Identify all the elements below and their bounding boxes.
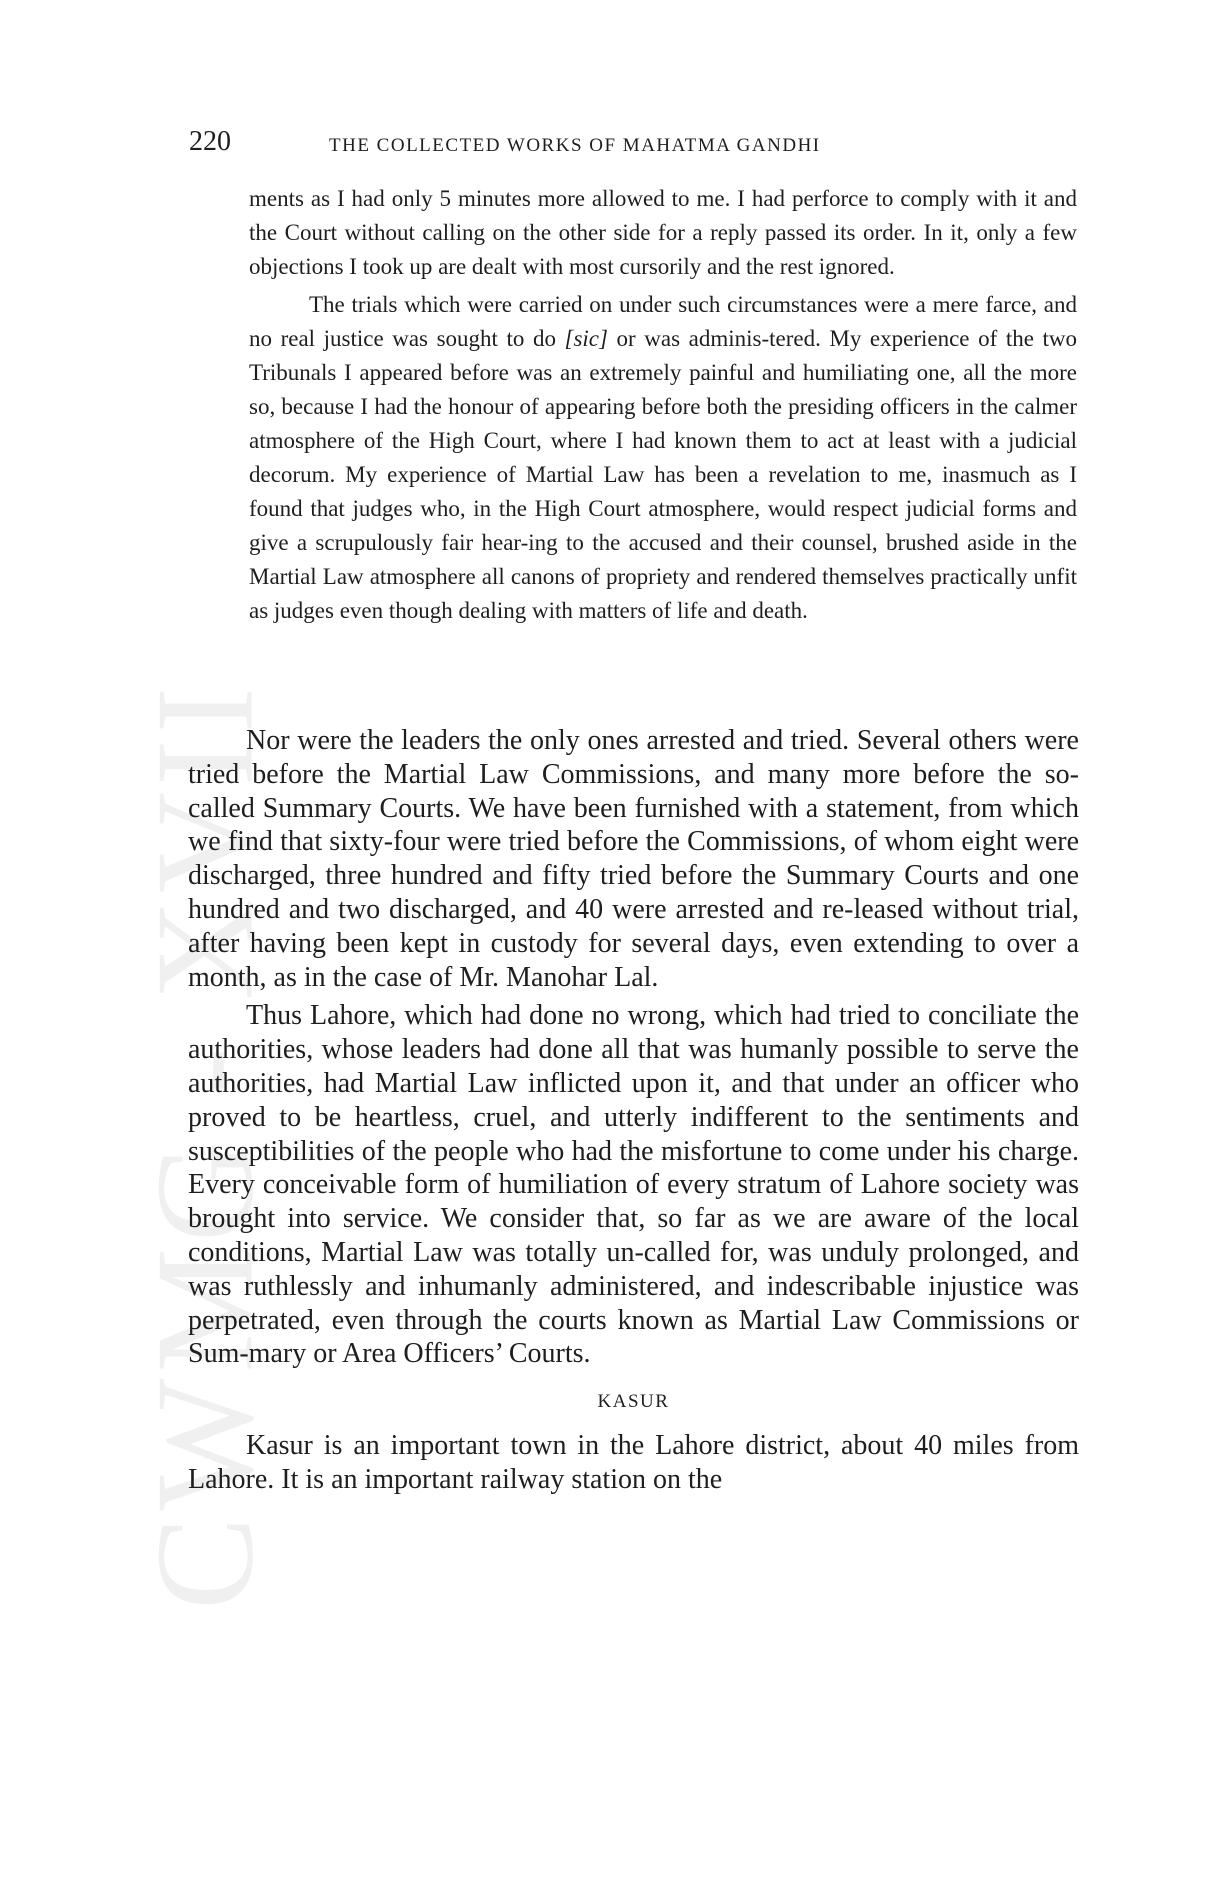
page-header [189,126,1079,166]
sic-note: [sic] [564,326,608,351]
body-text [188,724,1079,1497]
quote-paragraph: ments as I had only 5 minutes more allowed to me. I had perforce to comply with it and the Court without calling on the other side for a reply passed its order. In it, only a few objections I took up are dealt with most cursorily and the rest ignored. [249,186,1077,279]
quote-paragraph [249,288,1077,628]
body-paragraph: Thus Lahore, which had done no wrong, which had tried to conciliate the authorities, whose leaders had done all that was humanly possible to serve the authorities, had Martial Law inflicted upon it, and that under an officer who proved to be heartless, cruel, and utterly indifferent to the sentiments and susceptibilities of the people who had the misfortune to come under his charge. Every conceivable form of humiliation of every stratum of Lahore society was brought into service. We consider that, so far as we are aware of the local conditions, Martial Law was totally un-called for, was unduly prolonged, and was ruthlessly and inhumanly administered, and indescribable injustice was perpetrated, even through the courts known as Martial Law Commissions or Sum-mary or Area Officers’ Courts. [188,1000,1079,1370]
page-number: 220 [189,126,231,157]
quote-text: The trials which were carried on under such circumstances were a mere farce, and no real justice was sought to do [249,292,1077,351]
running-head: THE COLLECTED WORKS OF MAHATMA GANDHI [329,135,821,156]
quote-text: or was adminis-tered. My experience of the two Tribunals I appeared before was an extremely painful and humiliating one, all the more so, because I had the honour of appearing before both the presiding officers in the calmer atmosphere of the High Court, where I had known them to act at least with a judicial decorum. My experience of Martial Law has been a revelation to me, inasmuch as I found that judges who, in the High Court atmosphere, would respect judicial forms and give a scrupulously fair hear-ing to the accused and their counsel, brushed aside in the Martial Law atmosphere all canons of propriety and rendered themselves practically unfit as judges even though dealing with matters of life and death. [249,326,1077,623]
block-quote [249,182,1077,628]
body-paragraph: Kasur is an important town in the Lahore district, about 40 miles from Lahore. It is an important railway station on the [188,1429,1079,1495]
section-heading: KASUR [597,1391,670,1413]
watermark: CWMG - XVII [127,680,283,1610]
body-paragraph: Nor were the leaders the only ones arrested and tried. Several others were tried before the Martial Law Commissions, and many more before the so-called Summary Courts. We have been furnished with a statement, from which we find that sixty-four were tried before the Commissions, of whom eight were discharged, three hundred and fifty tried before the Summary Courts and one hundred and two discharged, and 40 were arrested and re-leased without trial, after having been kept in custody for several days, even extending to over a month, as in the case of Mr. Manohar Lal. [188,725,1079,993]
